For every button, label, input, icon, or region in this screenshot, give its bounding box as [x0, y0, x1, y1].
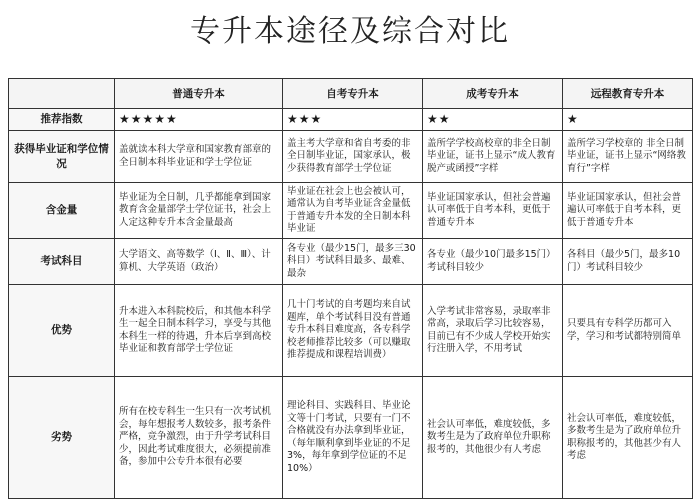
table-cell: 毕业证为全日制，几乎都能拿到国家教育含金量部学士学位证书，社会上人定这种专升本含金量最高 — [115, 183, 283, 239]
page-title: 专升本途径及综合对比 — [190, 14, 510, 49]
table-row — [9, 109, 693, 131]
table-cell: 社会认可率低，难度较低，多数考生是为了政府单位升职称报考的，其他很少有人考虑 — [423, 377, 563, 499]
header-distance-education-upgrade: 远程教育专升本 — [563, 79, 693, 109]
table-cell: 各专业（最少10门最多15门）考试科目较少 — [423, 239, 563, 285]
rating-stars: ★★ — [423, 109, 563, 131]
table-cell: 理论科目、实践科目、毕业论文等十门考试，只要有一门不合格就没有办法拿到毕业证，（每年顺利拿到毕业证的不足3%，每年拿到学位证的不足10%） — [283, 377, 423, 499]
table-cell: 升本进入本科院校后，和其他本科学生一起全日制本科学习，享受与其他本科生一样的待遇，升本后享到高校毕业证和教育部学士学位证 — [115, 285, 283, 377]
table-cell: 大学语文、高等数学（Ⅰ、Ⅱ、Ⅲ）、计算机、大学英语（政治） — [115, 239, 283, 285]
table-row — [9, 183, 693, 239]
table-cell: 毕业证在社会上也会被认可，通常认为自考毕业证含金量低于普通专升本发的全日制本科毕业证 — [283, 183, 423, 239]
rating-stars: ★★★ — [283, 109, 423, 131]
row-label-recommendation: 推荐指数 — [9, 109, 115, 131]
row-label-exam-subjects: 考试科目 — [9, 239, 115, 285]
header-adult-exam-upgrade: 成考专升本 — [423, 79, 563, 109]
table-cell: 各科目（最少5门，最多10门）考试科目较少 — [563, 239, 693, 285]
table-cell: 各专业（最少15门，最多三30科目）考试科目最多、最难、最杂 — [283, 239, 423, 285]
table-cell: 入学考试非常容易，录取率非常高，录取后学习比较容易，目前已有不少成人学校开始实行注册入学，不用考试 — [423, 285, 563, 377]
table-cell: 毕业证国家承认，但社会普遍认可率低于自考本科，更低于普通专升本 — [563, 183, 693, 239]
table-row — [9, 131, 693, 183]
table-cell: 几十门考试的自考题均来自试题库，单个考试科目没有普通专升本科目难度高，各专科学校老师推荐比较多（可以赚取推荐提成和课程培训费） — [283, 285, 423, 377]
table-row — [9, 285, 693, 377]
header-regular-upgrade: 普通专升本 — [115, 79, 283, 109]
table-cell: 盖就读本科大学章和国家教育部章的全日制本科毕业证和学士学位证 — [115, 131, 283, 183]
table-cell: 盖所学习学校章的 非全日制毕业证，证书上显示“网络教育行”字样 — [563, 131, 693, 183]
table-row — [9, 239, 693, 285]
row-label-disadvantages: 劣势 — [9, 377, 115, 499]
comparison-table — [8, 78, 693, 499]
rating-stars: ★★★★★ — [115, 109, 283, 131]
table-row — [9, 377, 693, 499]
row-label-advantages: 优势 — [9, 285, 115, 377]
table-cell: 所有在校专科生一生只有一次考试机会，每年想报考人数较多，报考条件严格，竞争激烈，由于升学考试科目少，因此考试难度很大，必须提前准备，参加中公专升本很有必要 — [115, 377, 283, 499]
table-header-row — [9, 79, 693, 109]
table-cell: 盖主考大学章和省自考委的非全日制毕业证，国家承认，极少获得教育部学士学位证 — [283, 131, 423, 183]
header-corner — [9, 79, 115, 109]
table-cell: 只要具有专科学历都可入学，学习和考试都特别简单 — [563, 285, 693, 377]
row-label-certificate: 获得毕业证和学位情况 — [9, 131, 115, 183]
header-self-study-upgrade: 自考专升本 — [283, 79, 423, 109]
table-cell: 盖所学学校高校章的非全日制毕业证，证书上显示“成人教育脱产或函授”字样 — [423, 131, 563, 183]
table-cell: 社会认可率低，难度较低，多数考生是为了政府单位升职称报考的，其他甚少有人考虑 — [563, 377, 693, 499]
rating-stars: ★ — [563, 109, 693, 131]
table-cell: 毕业证国家承认，但社会普遍认可率低于自考本科，更低于普通专升本 — [423, 183, 563, 239]
row-label-value: 含金量 — [9, 183, 115, 239]
